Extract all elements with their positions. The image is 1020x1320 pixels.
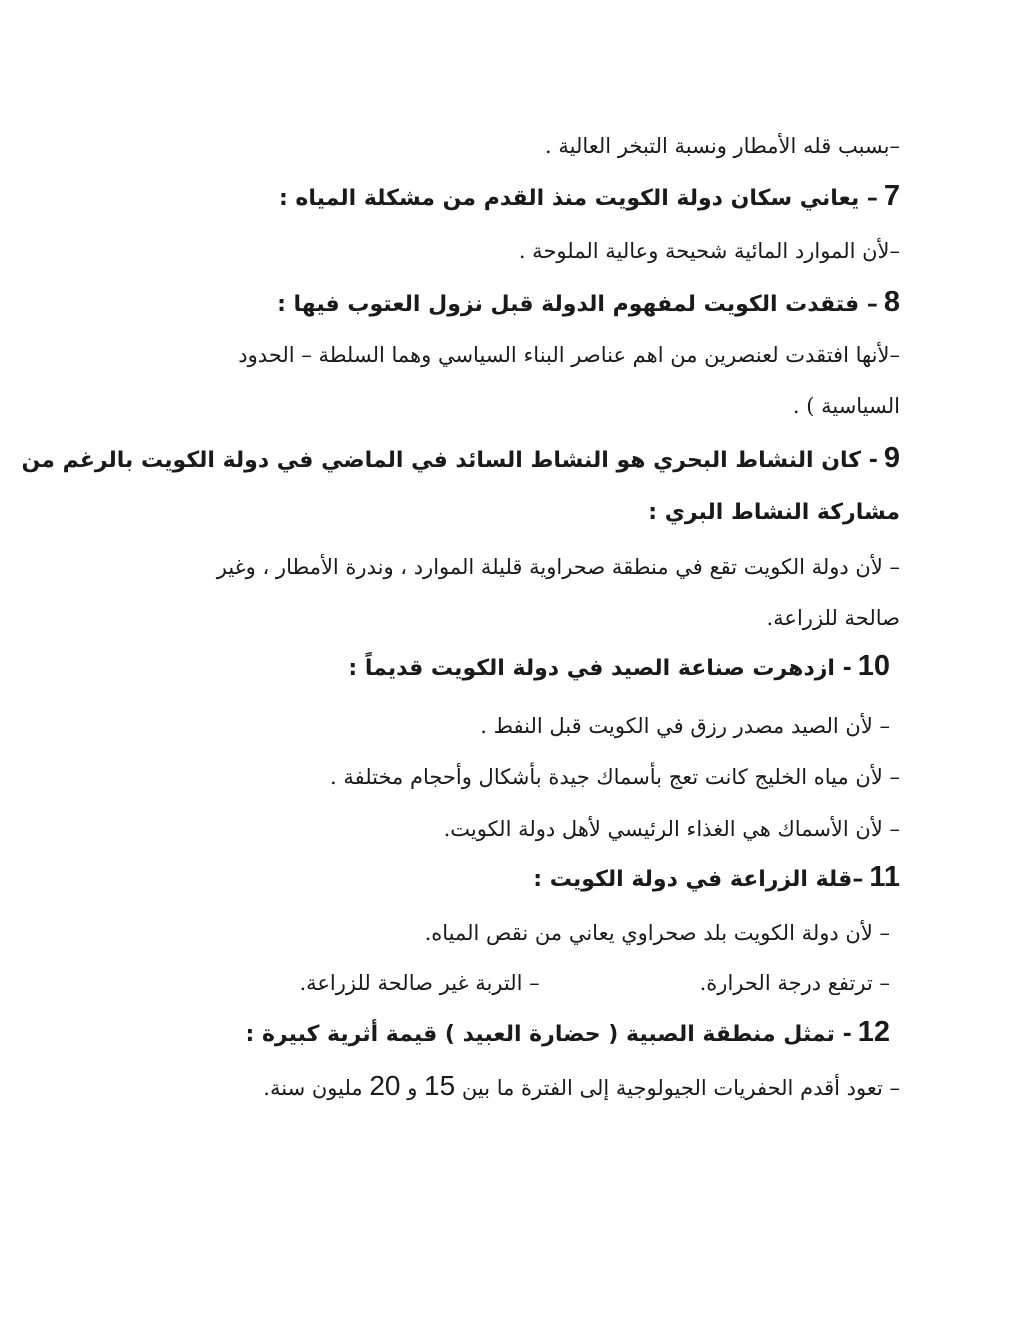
answer-text: –لأن الموارد المائية شحيحة وعالية الملوحة . (518, 239, 900, 263)
answer-text: –لأنها افتقدت لعنصرين من اهم عناصر البناء السياسي وهما السلطة – الحدود (238, 343, 900, 367)
question-text: مشاركة النشاط البري : (648, 500, 900, 525)
question-number: 7 (883, 180, 900, 212)
answer-text: –بسبب قله الأمطار ونسبة التبخر العالية . (545, 134, 900, 158)
question-text: – فتقدت الكويت لمفهوم الدولة قبل نزول العتوب فيها : (277, 292, 878, 317)
answer-text: مليون سنة. (263, 1076, 363, 1100)
answer-line (263, 1071, 900, 1101)
question-number: 10 (857, 650, 890, 682)
question-12 (245, 1017, 890, 1047)
answer-text-left: – التربة غير صالحة للزراعة. (299, 971, 540, 995)
answer-line-continued (767, 603, 901, 633)
answer-text: – لأن الأسماك هي الغذاء الرئيسي لأهل دولة الكويت. (443, 817, 900, 841)
answer-text: – لأن دولة الكويت تقع في منطقة صحراوية قليلة الموارد ، وندرة الأمطار ، وغير (216, 555, 900, 579)
answer-line-continued (793, 391, 900, 421)
conjunction: و (407, 1076, 418, 1100)
question-number: 9 (883, 442, 900, 474)
answer-line (217, 552, 900, 582)
answer-text: صالحة للزراعة. (766, 606, 900, 630)
question-9 (21, 443, 900, 473)
question-text: - تمثل منطقة الصبية ( حضارة العبيد ) قيمة أثرية كبيرة : (245, 1022, 852, 1047)
answer-line (545, 131, 900, 161)
question-number: 12 (857, 1016, 890, 1048)
answer-text-right: – ترتفع درجة الحرارة. (699, 971, 890, 995)
question-number: 11 (869, 861, 900, 893)
answer-line (519, 236, 900, 266)
answer-line-two-column (299, 968, 890, 998)
answer-text: – لأن دولة الكويت بلد صحراوي يعاني من نقص المياه. (424, 921, 890, 945)
answer-line (238, 340, 900, 370)
answer-line (444, 814, 900, 844)
answer-line (330, 762, 900, 792)
question-number: 8 (883, 286, 900, 318)
answer-text: السياسية ) . (792, 394, 900, 418)
question-8 (277, 287, 900, 317)
number-value: 15 (424, 1070, 456, 1101)
question-10 (348, 651, 890, 681)
question-text: –قلة الزراعة في دولة الكويت : (533, 867, 864, 892)
answer-text: – تعود أقدم الحفريات الجيولوجية إلى الفترة ما بين (461, 1076, 900, 1100)
question-11 (533, 862, 900, 892)
question-text: - ازدهرت صناعة الصيد في دولة الكويت قديماً : (348, 656, 852, 681)
answer-text: – لأن مياه الخليج كانت تعج بأسماك جيدة بأشكال وأحجام مختلفة . (329, 765, 900, 789)
question-7 (279, 181, 900, 211)
question-text: - كان النشاط البحري هو النشاط السائد في الماضي في دولة الكويت بالرغم من (21, 448, 878, 473)
answer-line (425, 918, 890, 948)
number-value: 20 (369, 1070, 401, 1101)
question-9-continued (648, 498, 900, 528)
answer-text: – لأن الصيد مصدر رزق في الكويت قبل النفط . (480, 714, 890, 738)
question-text: – يعاني سكان دولة الكويت منذ القدم من مشكلة المياه : (278, 186, 878, 211)
answer-line (480, 711, 890, 741)
